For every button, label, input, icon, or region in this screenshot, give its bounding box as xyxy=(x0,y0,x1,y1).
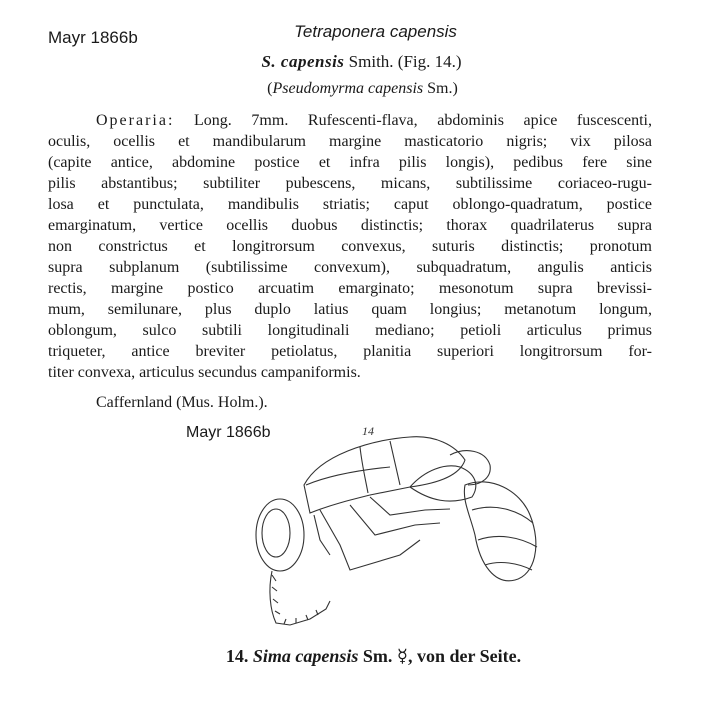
description-line: mum, semilunare, plus duplo latius quam longius; metanotum longum, xyxy=(48,301,652,318)
eye-shape xyxy=(262,509,290,557)
synonym-name: Pseudomyrma capensis xyxy=(272,80,424,97)
figure-caption xyxy=(0,646,711,667)
gaster-shape xyxy=(464,482,536,581)
description-line: Operaria: Long. 7mm. Rufescenti-flava, abdominis apice fuscescenti, xyxy=(96,112,652,129)
leg-front xyxy=(320,510,420,570)
description-line: oculis, ocellis et mandibularum margine masticatorio nigris; vix pilosa xyxy=(48,133,652,150)
caption-number: 14. xyxy=(225,646,249,666)
description-line: supra subplanum (subtilissime convexum), subquadratum, angulis anticis xyxy=(48,259,652,276)
reference-label-top: Mayr 1866b xyxy=(48,28,138,47)
description-line: rectis, margine postico arcuatim emarginato; mesonotum supra brevissi- xyxy=(48,280,652,297)
species-heading xyxy=(0,52,711,72)
description-line: pilis abstantibus; subtiliter pubescens, micans, subtilissime coriaceo-rugu- xyxy=(48,175,652,192)
mandible-region xyxy=(314,515,330,555)
ant-lateral-drawing xyxy=(250,415,550,645)
figure-number-label: 14 xyxy=(362,424,374,438)
synonym-author: Sm.) xyxy=(427,80,458,97)
description-label: Operaria: xyxy=(96,112,175,129)
caption-rest: Sm. ☿, von der Seite. xyxy=(362,646,522,666)
description-line: emarginatum, vertice ocellis duobus distinctis; thorax quadrilaterus supra xyxy=(48,217,652,234)
synonym-open: ( xyxy=(267,80,273,97)
description-line: titer convexa, articulus secundus campaniformis. xyxy=(48,364,361,381)
antenna-segments xyxy=(272,575,318,624)
thorax-shape xyxy=(304,437,465,513)
description-paragraph xyxy=(48,110,652,383)
description-line: (capite antice, abdomine postice et infra pilis longis), pedibus fere sine xyxy=(48,154,652,171)
caption-name: Sima capensis xyxy=(252,646,359,666)
synonym-line xyxy=(0,80,711,98)
species-title: Tetraponera capensis xyxy=(294,22,457,41)
heading-genus: S. capensis xyxy=(261,52,345,71)
description-line: triqueter, antice breviter petiolatus, planitia superiori longitrorsum for- xyxy=(48,343,652,360)
description-line: oblongum, sulco subtili longitudinali mediano; petioli articulus primus xyxy=(48,322,652,339)
antenna xyxy=(270,571,330,625)
gaster-segments xyxy=(472,507,537,570)
locality-line: Caffernland (Mus. Holm.). xyxy=(96,394,268,411)
petiole-node-1 xyxy=(410,466,476,501)
petiole-node-2 xyxy=(450,451,490,485)
description-line: losa et punctulata, mandibulis striatis; caput oblongo-quadratum, postice xyxy=(48,196,652,213)
heading-authority: Smith. (Fig. 14.) xyxy=(348,52,462,71)
reference-label-figure: Mayr 1866b xyxy=(186,424,271,441)
description-line: non constrictus et longitrorsum convexus, suturis distinctis; pronotum xyxy=(48,238,652,255)
